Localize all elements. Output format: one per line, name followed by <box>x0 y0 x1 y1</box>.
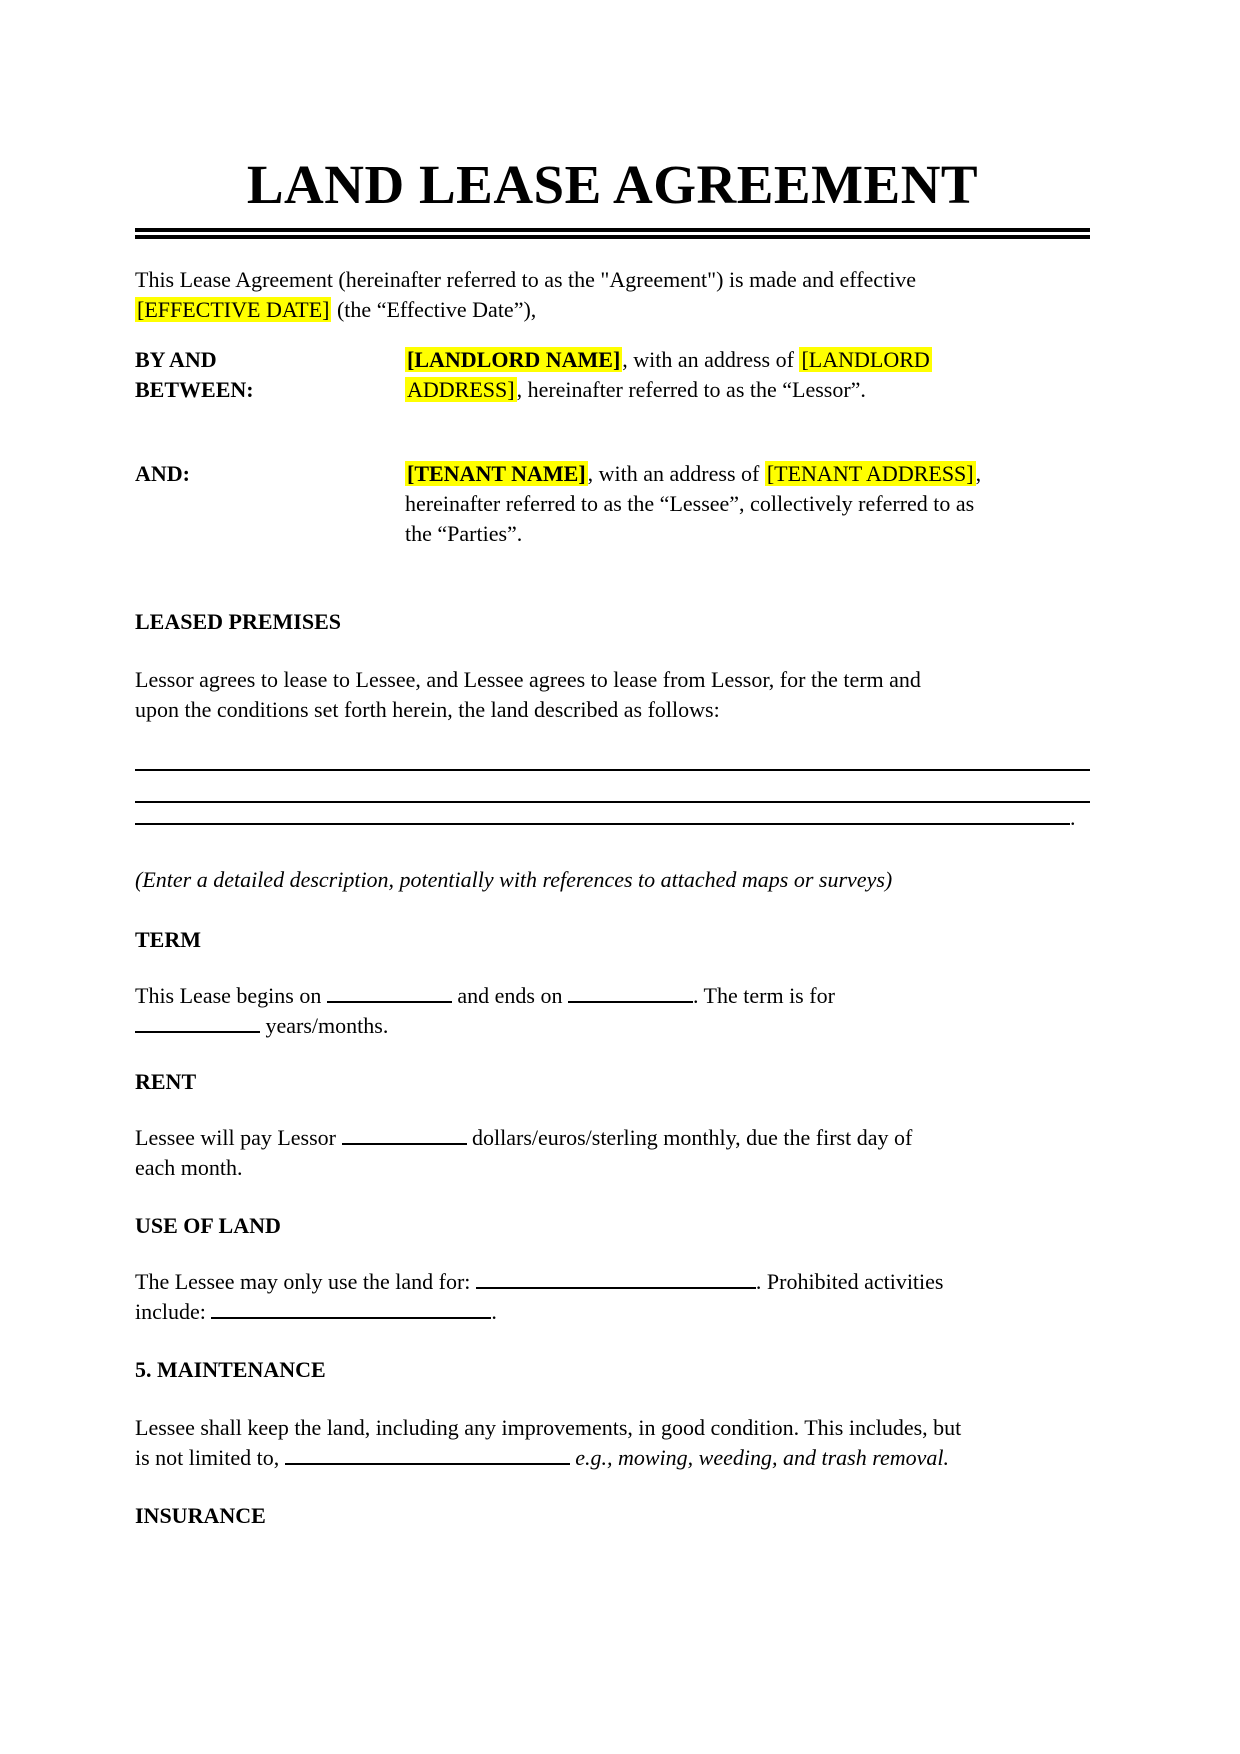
leased-premises-paragraph: Lessor agrees to lease to Lessee, and Lessee agrees to lease from Lessor, for the term and upon the conditions set forth herein, the land described as follows: <box>135 667 921 722</box>
landlord-name-placeholder: [LANDLORD NAME] <box>407 347 621 372</box>
title-double-rule <box>135 228 1090 239</box>
blank-field <box>135 805 1070 825</box>
description-blank-line-1 <box>135 739 1090 771</box>
tenant-clause-line3: the “Parties”. <box>405 521 523 546</box>
section-heading-rent: RENT <box>135 1069 197 1094</box>
begin-date-blank-field <box>327 983 452 1003</box>
section-heading-maintenance: 5. MAINTENANCE <box>135 1357 326 1382</box>
tenant-clause: [TENANT NAME], with an address of [TENANT ADDRESS], hereinafter referred to as the “Lessee”, collectively referred to as the “Parties”. <box>405 461 982 546</box>
term-paragraph: This Lease begins on and ends on . The term is for years/months. <box>135 983 835 1038</box>
rent-amount-blank-field <box>342 1125 467 1145</box>
maintenance-blank-field <box>285 1445 570 1465</box>
tenant-label: AND: <box>135 461 190 486</box>
page-title: LAND LEASE AGREEMENT <box>246 154 979 215</box>
landlord-clause: [LANDLORD NAME], with an address of [LANDLORD ADDRESS], hereinafter referred to as the “Lessor”. <box>407 347 930 402</box>
tenant-name-placeholder: [TENANT NAME] <box>407 461 586 486</box>
term-length-blank-field <box>135 1013 260 1033</box>
intro-text: This Lease Agreement (hereinafter referred to as the "Agreement") is made and effective <box>135 267 917 292</box>
landlord-clause-tail: , hereinafter referred to as the “Lessor”. <box>516 377 866 402</box>
description-blank-lines <box>135 739 1090 833</box>
maintenance-example: e.g., mowing, weeding, and trash removal. <box>575 1445 949 1470</box>
landlord-label: BY AND BETWEEN: <box>135 347 254 402</box>
description-blank-line-2 <box>135 771 1090 803</box>
rent-paragraph: Lessee will pay Lessor dollars/euros/sterling monthly, due the first day of each month. <box>135 1125 913 1180</box>
description-note: (Enter a detailed description, potentially with references to attached maps or surveys) <box>135 867 893 892</box>
section-heading-leased-premises: LEASED PREMISES <box>135 609 342 634</box>
landlord-address-placeholder-cont: ADDRESS] <box>407 377 515 402</box>
tenant-address-placeholder: [TENANT ADDRESS] <box>766 461 974 486</box>
section-heading-term: TERM <box>135 927 201 952</box>
intro-tail: (the “Effective Date”), <box>331 297 537 322</box>
landlord-party-row <box>135 345 1090 405</box>
intro-paragraph <box>135 265 1090 325</box>
section-heading-insurance: INSURANCE <box>135 1503 266 1528</box>
tenant-clause-line2: hereinafter referred to as the “Lessee”, collectively referred to as <box>405 491 975 516</box>
tenant-party-row <box>135 459 1090 549</box>
end-date-blank-field <box>568 983 693 1003</box>
description-blank-line-3: . <box>135 803 1090 833</box>
landlord-address-placeholder: [LANDLORD <box>801 347 930 372</box>
section-heading-use-of-land: USE OF LAND <box>135 1213 281 1238</box>
prohibited-activities-blank-field <box>211 1299 491 1319</box>
maintenance-paragraph: Lessee shall keep the land, including any improvements, in good condition. This includes, but is not limited to, e.g., mowing, weeding, and trash removal. <box>135 1415 962 1470</box>
use-of-land-paragraph: The Lessee may only use the land for: . Prohibited activities include: . <box>135 1269 944 1324</box>
land-use-blank-field <box>476 1269 756 1289</box>
effective-date-placeholder: [EFFECTIVE DATE] <box>137 297 330 322</box>
